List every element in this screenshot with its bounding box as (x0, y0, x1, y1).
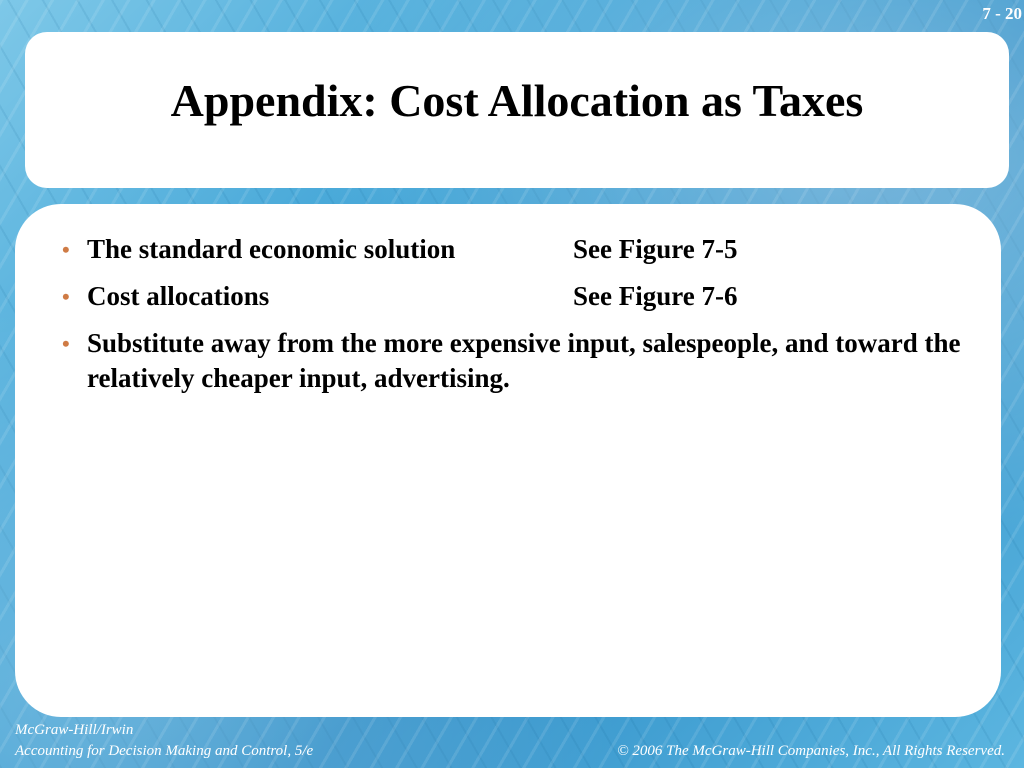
bullet-item (60, 279, 980, 314)
bullet-icon: • (62, 284, 70, 309)
footer-publisher: McGraw-Hill/Irwin (15, 722, 134, 738)
bullet-text: Substitute away from the more expensive input, salespeople, and toward the relatively cheaper input, advertising. (87, 328, 961, 393)
footer-left (15, 720, 313, 762)
slide-number: 7 - 20 (982, 4, 1022, 23)
bullet-reference: See Figure 7-5 (573, 234, 738, 264)
bullet-list (60, 232, 980, 408)
bullet-reference: See Figure 7-6 (573, 281, 738, 311)
bullet-text: Cost allocations (87, 281, 270, 311)
bullet-text: The standard economic solution (87, 234, 456, 264)
footer-copyright: © 2006 The McGraw-Hill Companies, Inc., All Rights Reserved. (617, 743, 1005, 759)
content-panel (15, 204, 1001, 717)
title-panel (25, 32, 1009, 188)
footer-book-title: Accounting for Decision Making and Control, 5/e (15, 743, 314, 759)
bullet-icon: • (62, 331, 70, 356)
bullet-item (60, 232, 980, 267)
bullet-item (60, 326, 980, 396)
bullet-icon: • (62, 237, 70, 262)
slide-title: Appendix: Cost Allocation as Taxes (170, 74, 864, 126)
